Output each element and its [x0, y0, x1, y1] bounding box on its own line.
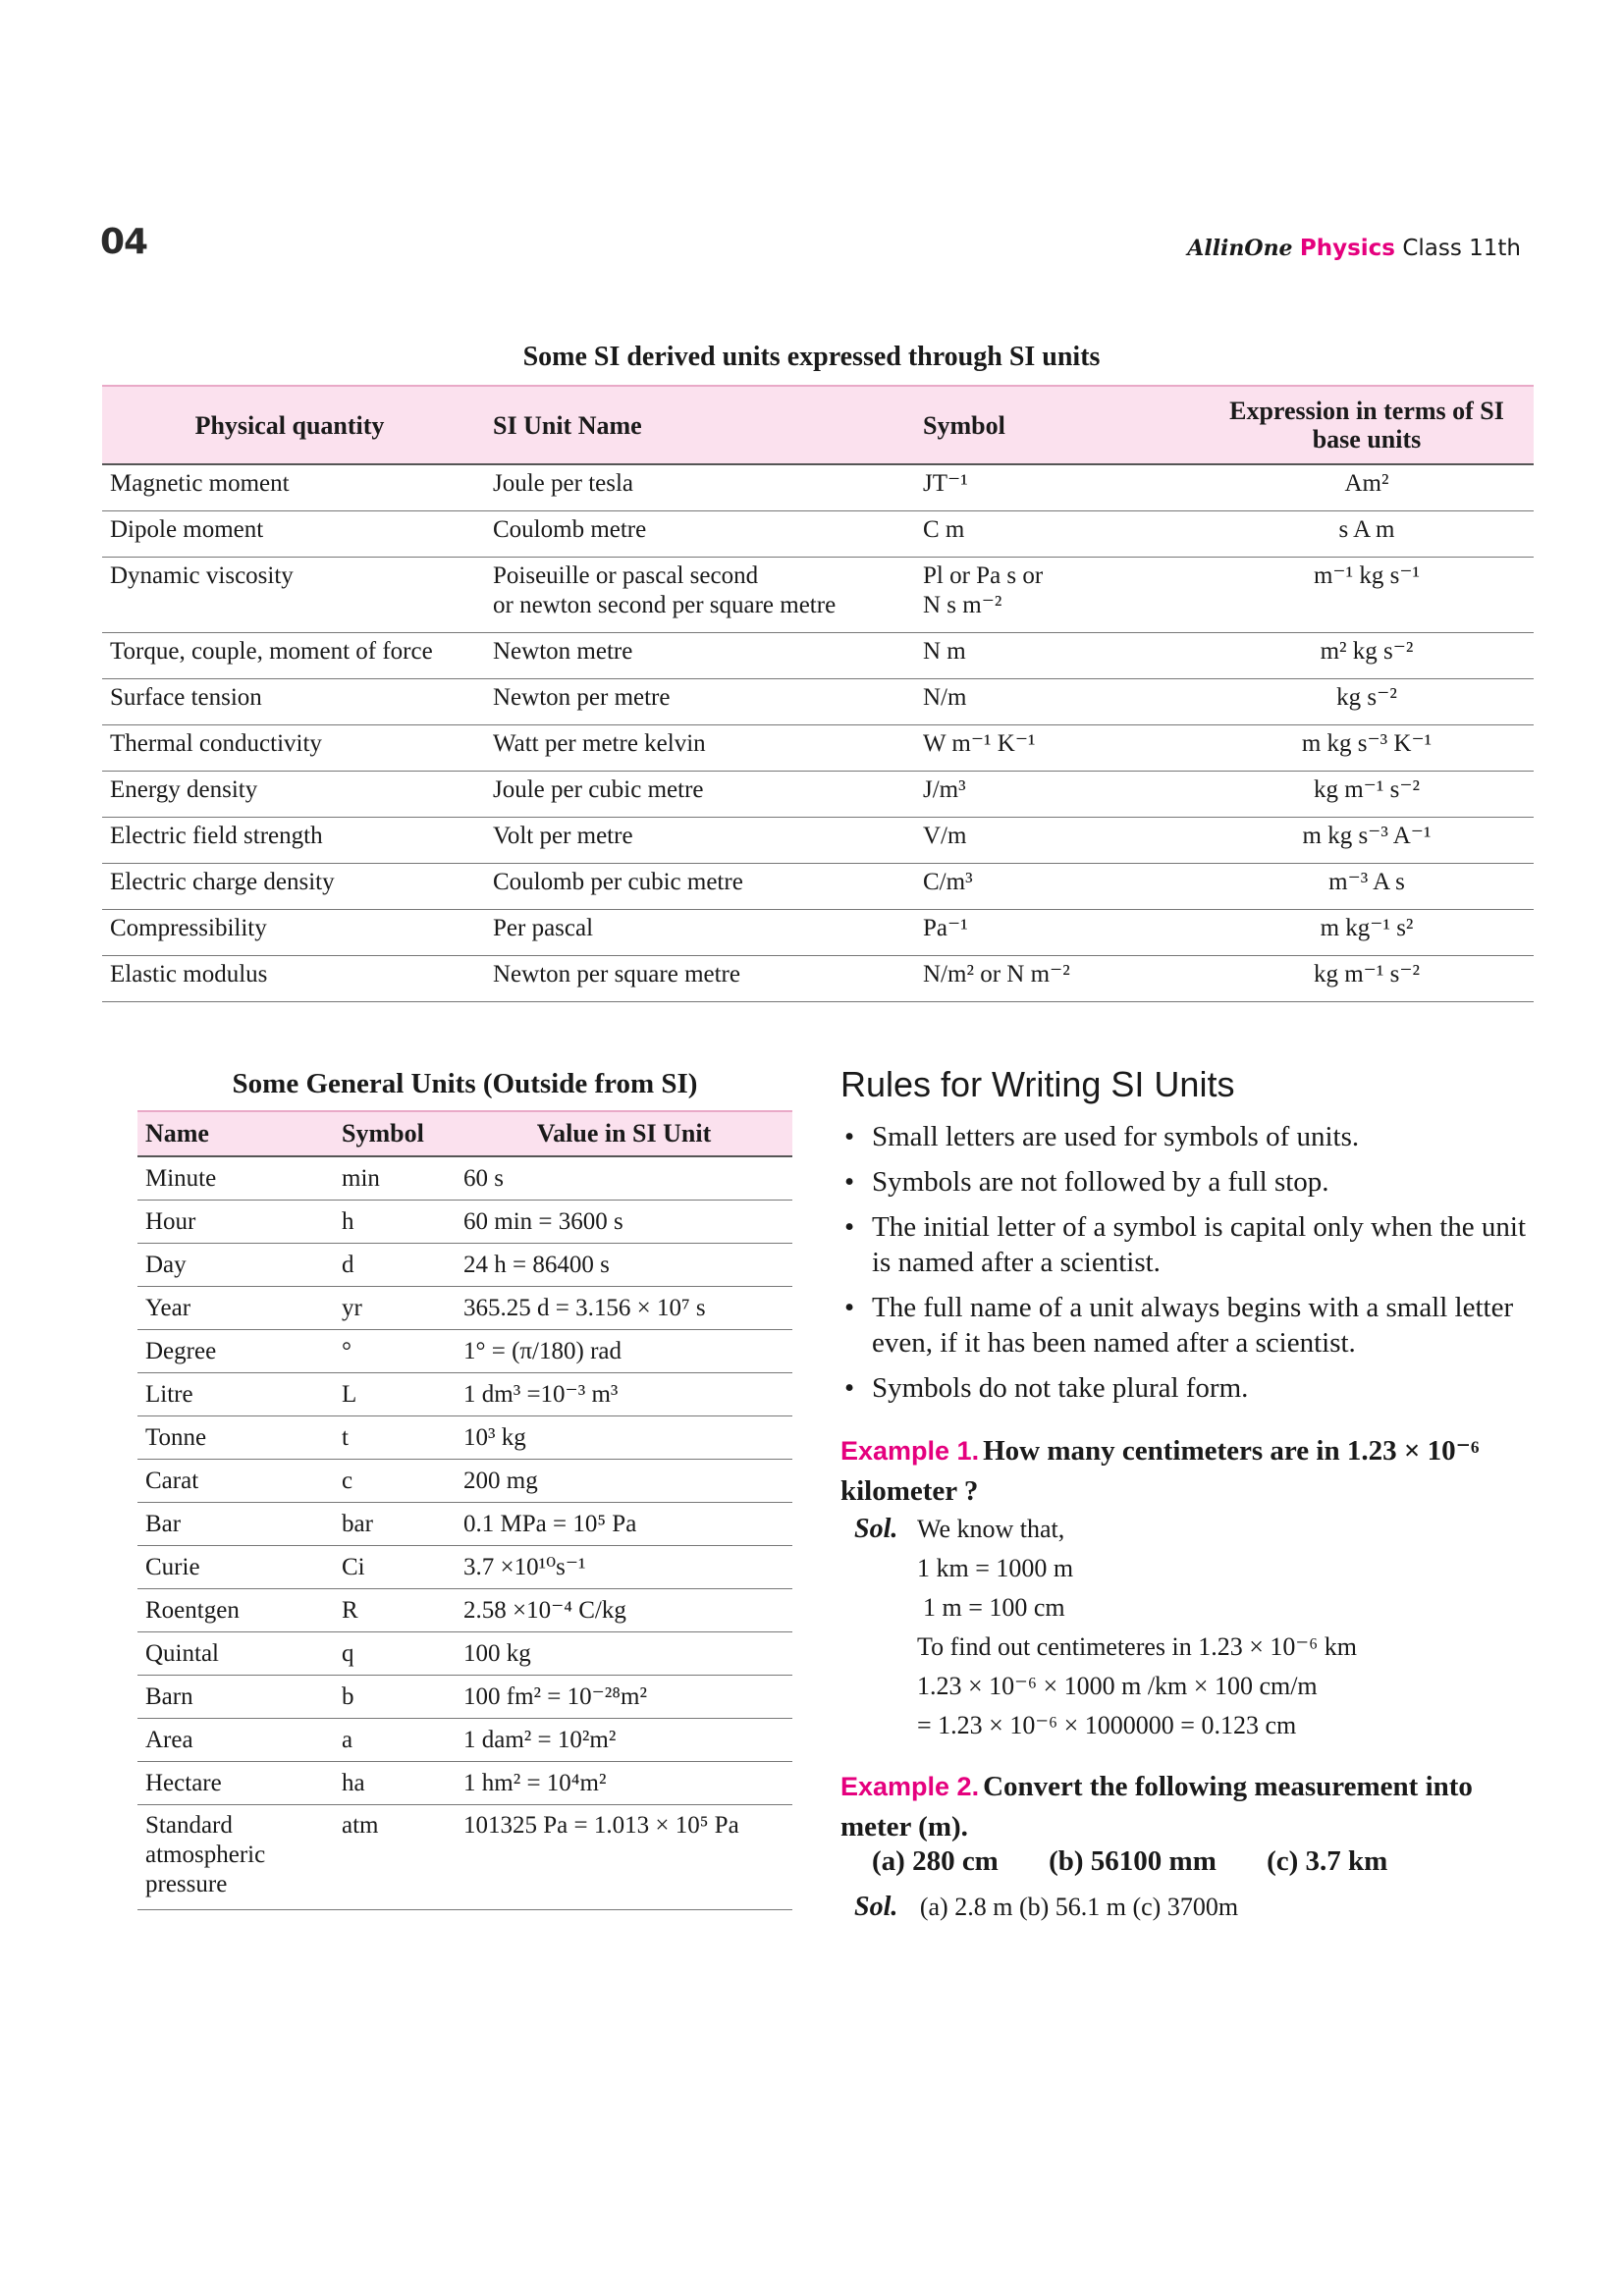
- cell-symbol: V/m: [915, 818, 1200, 864]
- solution-label: Sol.: [854, 1514, 898, 1544]
- table-row: [137, 1244, 792, 1287]
- example-question: Convert the following measurement into meter (m).: [840, 1771, 1473, 1842]
- cell-value: 1 dm³ =10⁻³ m³: [456, 1373, 792, 1416]
- cell-symbol: N/m: [915, 679, 1200, 725]
- rule-text: The initial letter of a symbol is capital only when the unit is named after a scientist.: [872, 1211, 1527, 1278]
- bullet-icon: •: [844, 1166, 855, 1198]
- cell-unit-name: Joule per cubic metre: [477, 772, 915, 818]
- cell-expression: m⁻³ A s: [1200, 864, 1534, 910]
- table-header-row: [137, 1111, 792, 1156]
- cell-value: 1 hm² = 10⁴m²: [456, 1762, 792, 1805]
- cell-name: Tonne: [137, 1416, 334, 1460]
- cell-quantity: Magnetic moment: [102, 464, 477, 511]
- cell-expression: Am²: [1200, 464, 1534, 511]
- cell-name: Hectare: [137, 1762, 334, 1805]
- table-row: [137, 1762, 792, 1805]
- table-row: [102, 910, 1534, 956]
- cell-unit-name: Volt per metre: [477, 818, 915, 864]
- cell-symbol: bar: [334, 1503, 456, 1546]
- solution-1: [854, 1510, 1532, 1739]
- table-row: [137, 1460, 792, 1503]
- rule-text: Symbols do not take plural form.: [872, 1372, 1249, 1404]
- cell-quantity: Electric field strength: [102, 818, 477, 864]
- derived-units-table: [102, 385, 1534, 1002]
- column-header: SI Unit Name: [477, 386, 915, 464]
- cell-symbol: d: [334, 1244, 456, 1287]
- cell-symbol: b: [334, 1676, 456, 1719]
- column-header: Name: [137, 1111, 334, 1156]
- class-label: Class 11th: [1402, 236, 1521, 261]
- column-header: Symbol: [915, 386, 1200, 464]
- cell-name: Area: [137, 1719, 334, 1762]
- table-row: [102, 956, 1534, 1002]
- solution-line: To find out centimeteres in 1.23 × 10⁻⁶ km: [917, 1632, 1357, 1661]
- bullet-icon: •: [844, 1292, 855, 1323]
- cell-symbol: min: [334, 1156, 456, 1201]
- rule-text: Small letters are used for symbols of units.: [872, 1121, 1360, 1152]
- cell-symbol: N/m² or N m⁻²: [915, 956, 1200, 1002]
- cell-value: 365.25 d = 3.156 × 10⁷ s: [456, 1287, 792, 1330]
- table-row: [137, 1373, 792, 1416]
- cell-quantity: Compressibility: [102, 910, 477, 956]
- rule-text: Symbols are not followed by a full stop.: [872, 1166, 1329, 1198]
- cell-quantity: Dipole moment: [102, 511, 477, 558]
- cell-symbol: L: [334, 1373, 456, 1416]
- cell-symbol: Ci: [334, 1546, 456, 1589]
- example-2-options: [872, 1845, 1431, 1878]
- cell-expression: kg m⁻¹ s⁻²: [1200, 772, 1534, 818]
- cell-name: Day: [137, 1244, 334, 1287]
- solution-line: 1 km = 1000 m: [917, 1554, 1074, 1582]
- cell-symbol: C m: [915, 511, 1200, 558]
- cell-symbol: W m⁻¹ K⁻¹: [915, 725, 1200, 772]
- solution-label: Sol.: [854, 1892, 898, 1922]
- cell-name: Litre: [137, 1373, 334, 1416]
- cell-quantity: Surface tension: [102, 679, 477, 725]
- cell-symbol: yr: [334, 1287, 456, 1330]
- cell-symbol: C/m³: [915, 864, 1200, 910]
- cell-unit-name: Newton per square metre: [477, 956, 915, 1002]
- cell-name: Degree: [137, 1330, 334, 1373]
- cell-quantity: Energy density: [102, 772, 477, 818]
- cell-expression: m kg s⁻³ A⁻¹: [1200, 818, 1534, 864]
- cell-symbol: t: [334, 1416, 456, 1460]
- cell-quantity: Elastic modulus: [102, 956, 477, 1002]
- page-number: 04: [100, 222, 148, 262]
- cell-value: 60 s: [456, 1156, 792, 1201]
- cell-value: 10³ kg: [456, 1416, 792, 1460]
- cell-symbol: Pl or Pa s or N s m⁻²: [915, 558, 1200, 633]
- cell-name: Bar: [137, 1503, 334, 1546]
- table-row: [137, 1719, 792, 1762]
- cell-symbol: N m: [915, 633, 1200, 679]
- table-header-row: [102, 386, 1534, 464]
- column-header: Value in SI Unit: [456, 1111, 792, 1156]
- cell-value: 60 min = 3600 s: [456, 1201, 792, 1244]
- cell-quantity: Thermal conductivity: [102, 725, 477, 772]
- rule-item: [840, 1164, 1528, 1200]
- general-units-body: [137, 1156, 792, 1910]
- solution-line: = 1.23 × 10⁻⁶ × 1000000 = 0.123 cm: [917, 1711, 1297, 1739]
- bullet-icon: •: [844, 1211, 855, 1243]
- solution-line: 1.23 × 10⁻⁶ × 1000 m /km × 100 cm/m: [917, 1672, 1318, 1700]
- cell-name: Curie: [137, 1546, 334, 1589]
- cell-value: 100 kg: [456, 1632, 792, 1676]
- cell-quantity: Torque, couple, moment of force: [102, 633, 477, 679]
- cell-expression: m⁻¹ kg s⁻¹: [1200, 558, 1534, 633]
- option-b: (b) 56100 mm: [1049, 1845, 1217, 1877]
- example-2: [840, 1769, 1528, 1849]
- cell-name: Standard atmospheric pressure: [137, 1805, 334, 1910]
- rule-text: The full name of a unit always begins with a small letter even, if it has been named after a scientist.: [872, 1292, 1514, 1359]
- cell-symbol: h: [334, 1201, 456, 1244]
- cell-value: 101325 Pa = 1.013 × 10⁵ Pa: [456, 1805, 792, 1910]
- cell-symbol: a: [334, 1719, 456, 1762]
- solution-lines: [917, 1510, 1357, 1745]
- cell-value: 200 mg: [456, 1460, 792, 1503]
- cell-unit-name: Joule per tesla: [477, 464, 915, 511]
- table-row: [102, 464, 1534, 511]
- cell-symbol: ha: [334, 1762, 456, 1805]
- rules-heading: Rules for Writing SI Units: [840, 1064, 1235, 1104]
- rule-item: [840, 1119, 1528, 1154]
- cell-value: 1 dam² = 10²m²: [456, 1719, 792, 1762]
- table-row: [137, 1632, 792, 1676]
- general-units-title: Some General Units (Outside from SI): [232, 1068, 698, 1099]
- table-row: [102, 818, 1534, 864]
- rule-item: [840, 1370, 1528, 1406]
- cell-name: Barn: [137, 1676, 334, 1719]
- rule-item: [840, 1209, 1528, 1280]
- table-row: [137, 1287, 792, 1330]
- table-row: [137, 1156, 792, 1201]
- table-row: [102, 633, 1534, 679]
- cell-value: 2.58 ×10⁻⁴ C/kg: [456, 1589, 792, 1632]
- cell-name: Quintal: [137, 1632, 334, 1676]
- cell-expression: kg m⁻¹ s⁻²: [1200, 956, 1534, 1002]
- cell-value: 100 fm² = 10⁻²⁸m²: [456, 1676, 792, 1719]
- cell-unit-name: Coulomb per cubic metre: [477, 864, 915, 910]
- cell-symbol: R: [334, 1589, 456, 1632]
- table-row: [137, 1546, 792, 1589]
- column-header: Physical quantity: [102, 386, 477, 464]
- brand-logo: AllinOne: [1187, 236, 1293, 261]
- cell-value: 1° = (π/180) rad: [456, 1330, 792, 1373]
- cell-symbol: Pa⁻¹: [915, 910, 1200, 956]
- cell-name: Carat: [137, 1460, 334, 1503]
- cell-name: Roentgen: [137, 1589, 334, 1632]
- cell-expression: s A m: [1200, 511, 1534, 558]
- cell-unit-name: Watt per metre kelvin: [477, 725, 915, 772]
- column-header: Expression in terms of SI base units: [1200, 386, 1534, 464]
- rules-list: [840, 1119, 1528, 1415]
- example-label: Example 2.: [840, 1772, 980, 1801]
- example-label: Example 1.: [840, 1436, 980, 1466]
- table-row: [137, 1416, 792, 1460]
- cell-unit-name: Coulomb metre: [477, 511, 915, 558]
- cell-symbol: atm: [334, 1805, 456, 1910]
- cell-unit-name: Poiseuille or pascal second or newton second per square metre: [477, 558, 915, 633]
- table-row: [102, 558, 1534, 633]
- table-row: [102, 511, 1534, 558]
- derived-units-title: Some SI derived units expressed through SI units: [522, 342, 1101, 372]
- bullet-icon: •: [844, 1372, 855, 1404]
- table-row: [137, 1589, 792, 1632]
- cell-value: 24 h = 86400 s: [456, 1244, 792, 1287]
- column-header: Symbol: [334, 1111, 456, 1156]
- solution-2: [854, 1892, 1238, 1923]
- solution-line: We know that,: [917, 1515, 1065, 1543]
- bullet-icon: •: [844, 1121, 855, 1152]
- cell-symbol: q: [334, 1632, 456, 1676]
- option-a: (a) 280 cm: [872, 1845, 999, 1877]
- cell-value: 3.7 ×10¹⁰s⁻¹: [456, 1546, 792, 1589]
- cell-unit-name: Newton metre: [477, 633, 915, 679]
- table-row: [137, 1503, 792, 1546]
- table-row: [137, 1676, 792, 1719]
- subject-label: Physics: [1299, 236, 1395, 261]
- option-c: (c) 3.7 km: [1267, 1845, 1388, 1877]
- cell-quantity: Electric charge density: [102, 864, 477, 910]
- table-row: [102, 864, 1534, 910]
- solution-answer: (a) 2.8 m (b) 56.1 m (c) 3700m: [919, 1893, 1239, 1921]
- cell-expression: m² kg s⁻²: [1200, 633, 1534, 679]
- table-row: [102, 772, 1534, 818]
- table-row: [102, 679, 1534, 725]
- cell-unit-name: Per pascal: [477, 910, 915, 956]
- cell-expression: m kg⁻¹ s²: [1200, 910, 1534, 956]
- table-row: [137, 1330, 792, 1373]
- table-row: [137, 1805, 792, 1910]
- book-header: [1187, 236, 1521, 261]
- rule-item: [840, 1290, 1528, 1361]
- derived-units-body: [102, 464, 1534, 1002]
- general-units-table: [137, 1110, 792, 1910]
- table-row: [137, 1201, 792, 1244]
- cell-symbol: JT⁻¹: [915, 464, 1200, 511]
- example-question: How many centimeters are in 1.23 × 10⁻⁶ kilometer ?: [840, 1435, 1480, 1507]
- cell-quantity: Dynamic viscosity: [102, 558, 477, 633]
- cell-name: Year: [137, 1287, 334, 1330]
- table-row: [102, 725, 1534, 772]
- cell-name: Hour: [137, 1201, 334, 1244]
- cell-name: Minute: [137, 1156, 334, 1201]
- cell-value: 0.1 MPa = 10⁵ Pa: [456, 1503, 792, 1546]
- solution-line: 1 m = 100 cm: [923, 1593, 1065, 1622]
- cell-symbol: c: [334, 1460, 456, 1503]
- cell-symbol: °: [334, 1330, 456, 1373]
- cell-symbol: J/m³: [915, 772, 1200, 818]
- example-1: [840, 1433, 1528, 1514]
- cell-expression: m kg s⁻³ K⁻¹: [1200, 725, 1534, 772]
- cell-unit-name: Newton per metre: [477, 679, 915, 725]
- cell-expression: kg s⁻²: [1200, 679, 1534, 725]
